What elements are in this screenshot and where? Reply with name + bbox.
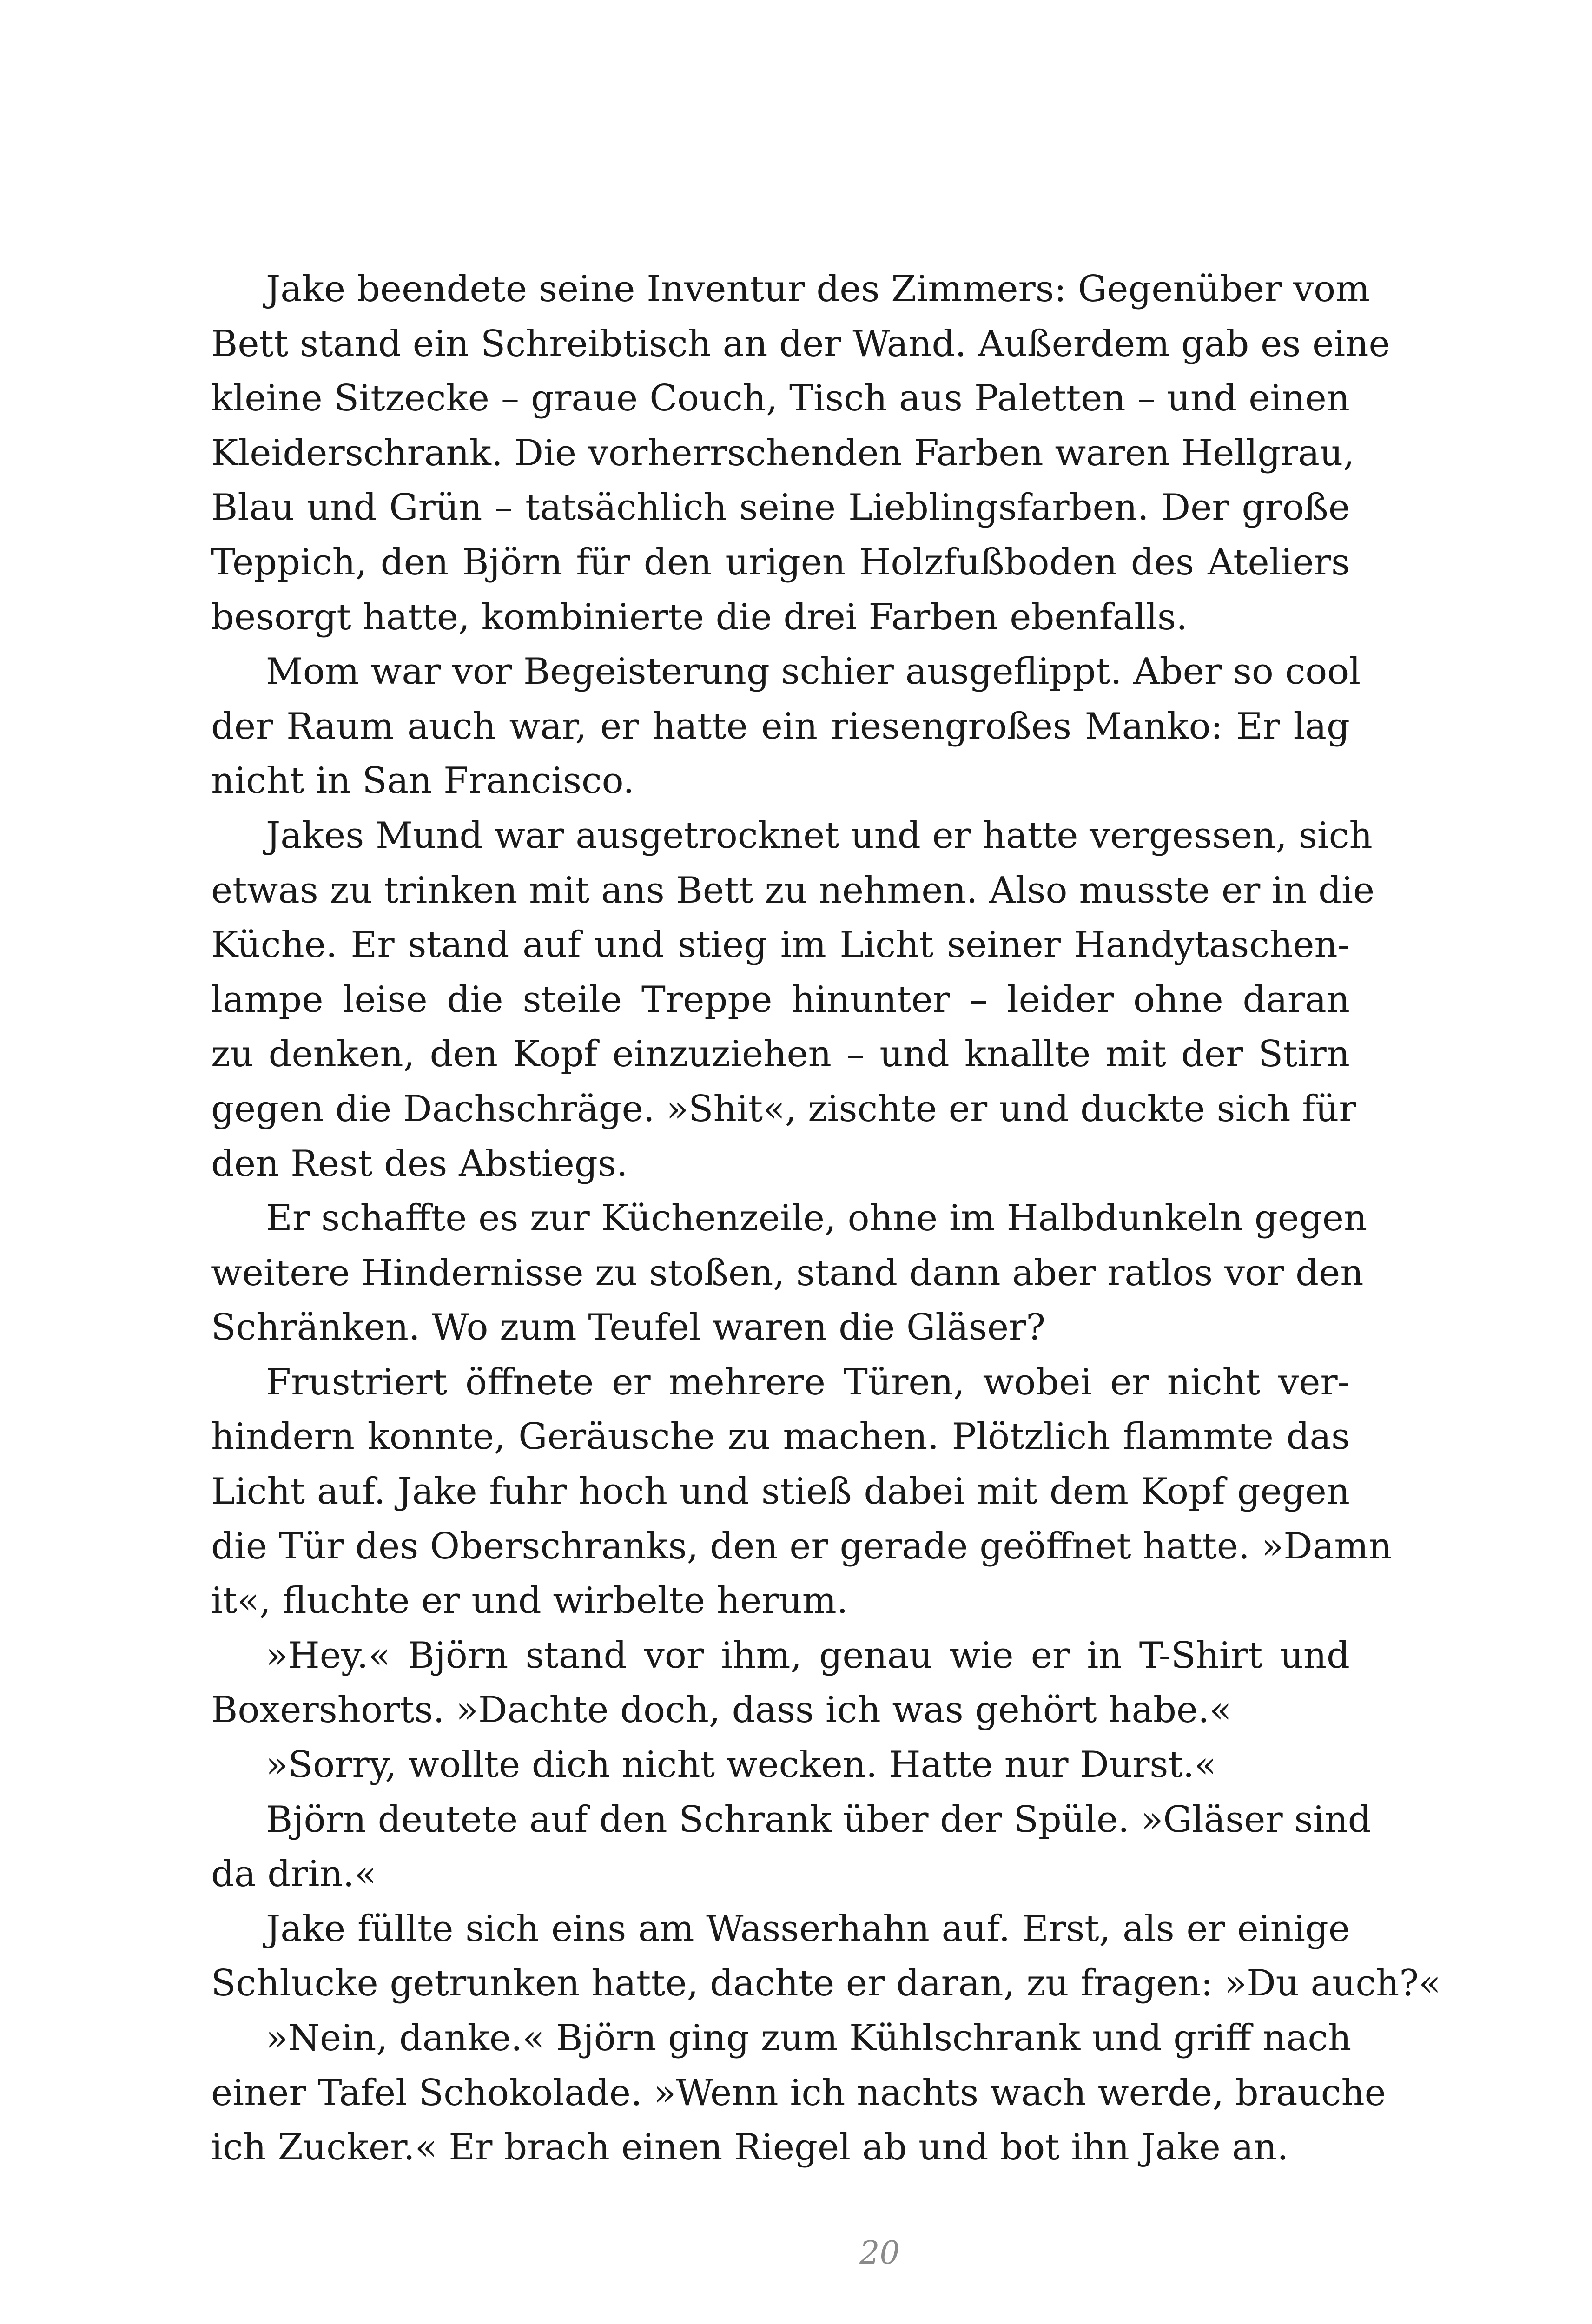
text-line: Boxershorts. »Dachte doch, dass ich was gehört habe.« — [211, 1689, 1232, 1731]
text-line: einer Tafel Schokolade. »Wenn ich nachts wach werde, brauche — [211, 2072, 1386, 2114]
text-line: die Tür des Oberschranks, den er gerade geöffnet hatte. »Damn — [211, 1525, 1392, 1567]
text-line: nicht in San Francisco. — [211, 760, 635, 802]
body-text — [211, 262, 1441, 2175]
text-line: Schlucke getrunken hatte, dachte er daran, zu fragen: »Du auch?« — [211, 1962, 1441, 2005]
paragraph — [211, 809, 1375, 1191]
text-line: Jakes Mund war ausgetrocknet und er hatte vergessen, sich — [266, 814, 1373, 857]
paragraph — [211, 1191, 1367, 1355]
paragraph — [211, 2011, 1386, 2175]
text-line: »Hey.« Björn stand vor ihm, genau wie er in T-Shirt und — [266, 1634, 1350, 1677]
text-line: hindern konnte, Geräusche zu machen. Plötzlich flammte das — [211, 1416, 1350, 1458]
text-line: lampe leise die steile Treppe hinunter – leider ohne daran — [211, 978, 1350, 1021]
paragraph — [211, 1902, 1441, 2011]
paragraph — [211, 262, 1390, 645]
text-line: Schränken. Wo zum Teufel waren die Gläser? — [211, 1307, 1046, 1349]
text-line: ich Zucker.« Er brach einen Riegel ab und bot ihn Jake an. — [211, 2126, 1289, 2169]
text-line: der Raum auch war, er hatte ein riesengroßes Manko: Er lag — [211, 705, 1350, 747]
text-line: Bett stand ein Schreibtisch an der Wand. Außerdem gab es eine — [211, 323, 1390, 365]
text-line: Licht auf. Jake fuhr hoch und stieß dabei mit dem Kopf gegen — [211, 1471, 1350, 1513]
text-line: da drin.« — [211, 1853, 377, 1895]
text-line: Jake füllte sich eins am Wasserhahn auf. Erst, als er einige — [266, 1908, 1350, 1950]
text-line: Blau und Grün – tatsächlich seine Lieblingsfarben. Der große — [211, 487, 1350, 529]
text-line: kleine Sitzecke – graue Couch, Tisch aus Paletten – und einen — [211, 377, 1350, 420]
text-line: gegen die Dachschräge. »Shit«, zischte er und duckte sich für — [211, 1088, 1356, 1130]
text-line: Björn deutete auf den Schrank über der Spüle. »Gläser sind — [266, 1798, 1371, 1841]
text-line: it«, fluchte er und wirbelte herum. — [211, 1580, 848, 1622]
text-line: besorgt hatte, kombinierte die drei Farben ebenfalls. — [211, 596, 1188, 638]
paragraph — [211, 1793, 1371, 1902]
text-line: zu denken, den Kopf einzuziehen – und knallte mit der Stirn — [211, 1033, 1350, 1076]
page-number: 20 — [859, 2235, 900, 2271]
paragraph — [211, 1355, 1392, 1629]
text-line: Küche. Er stand auf und stieg im Licht seiner Handytaschen- — [211, 924, 1350, 966]
text-line: Er schaffte es zur Küchenzeile, ohne im Halbdunkeln gegen — [266, 1197, 1367, 1240]
text-line: weitere Hindernisse zu stoßen, stand dann aber ratlos vor den — [211, 1252, 1364, 1294]
text-line: etwas zu trinken mit ans Bett zu nehmen. Also musste er in die — [211, 869, 1375, 911]
text-line: den Rest des Abstiegs. — [211, 1142, 628, 1185]
text-line: Teppich, den Björn für den urigen Holzfußboden des Ateliers — [211, 541, 1350, 583]
text-line: Kleiderschrank. Die vorherrschenden Farben waren Hellgrau, — [211, 432, 1355, 474]
text-line: Jake beendete seine Inventur des Zimmers: Gegenüber vom — [266, 268, 1370, 310]
text-line: »Sorry, wollte dich nicht wecken. Hatte nur Durst.« — [266, 1744, 1217, 1786]
text-line: »Nein, danke.« Björn ging zum Kühlschrank und griff nach — [266, 2017, 1352, 2059]
text-line: Mom war vor Begeisterung schier ausgeflippt. Aber so cool — [266, 651, 1361, 693]
paragraph — [211, 1738, 1350, 1793]
text-line: Frustriert öffnete er mehrere Türen, wobei er nicht ver- — [266, 1361, 1350, 1403]
paragraph — [211, 645, 1361, 809]
paragraph — [211, 1629, 1350, 1738]
